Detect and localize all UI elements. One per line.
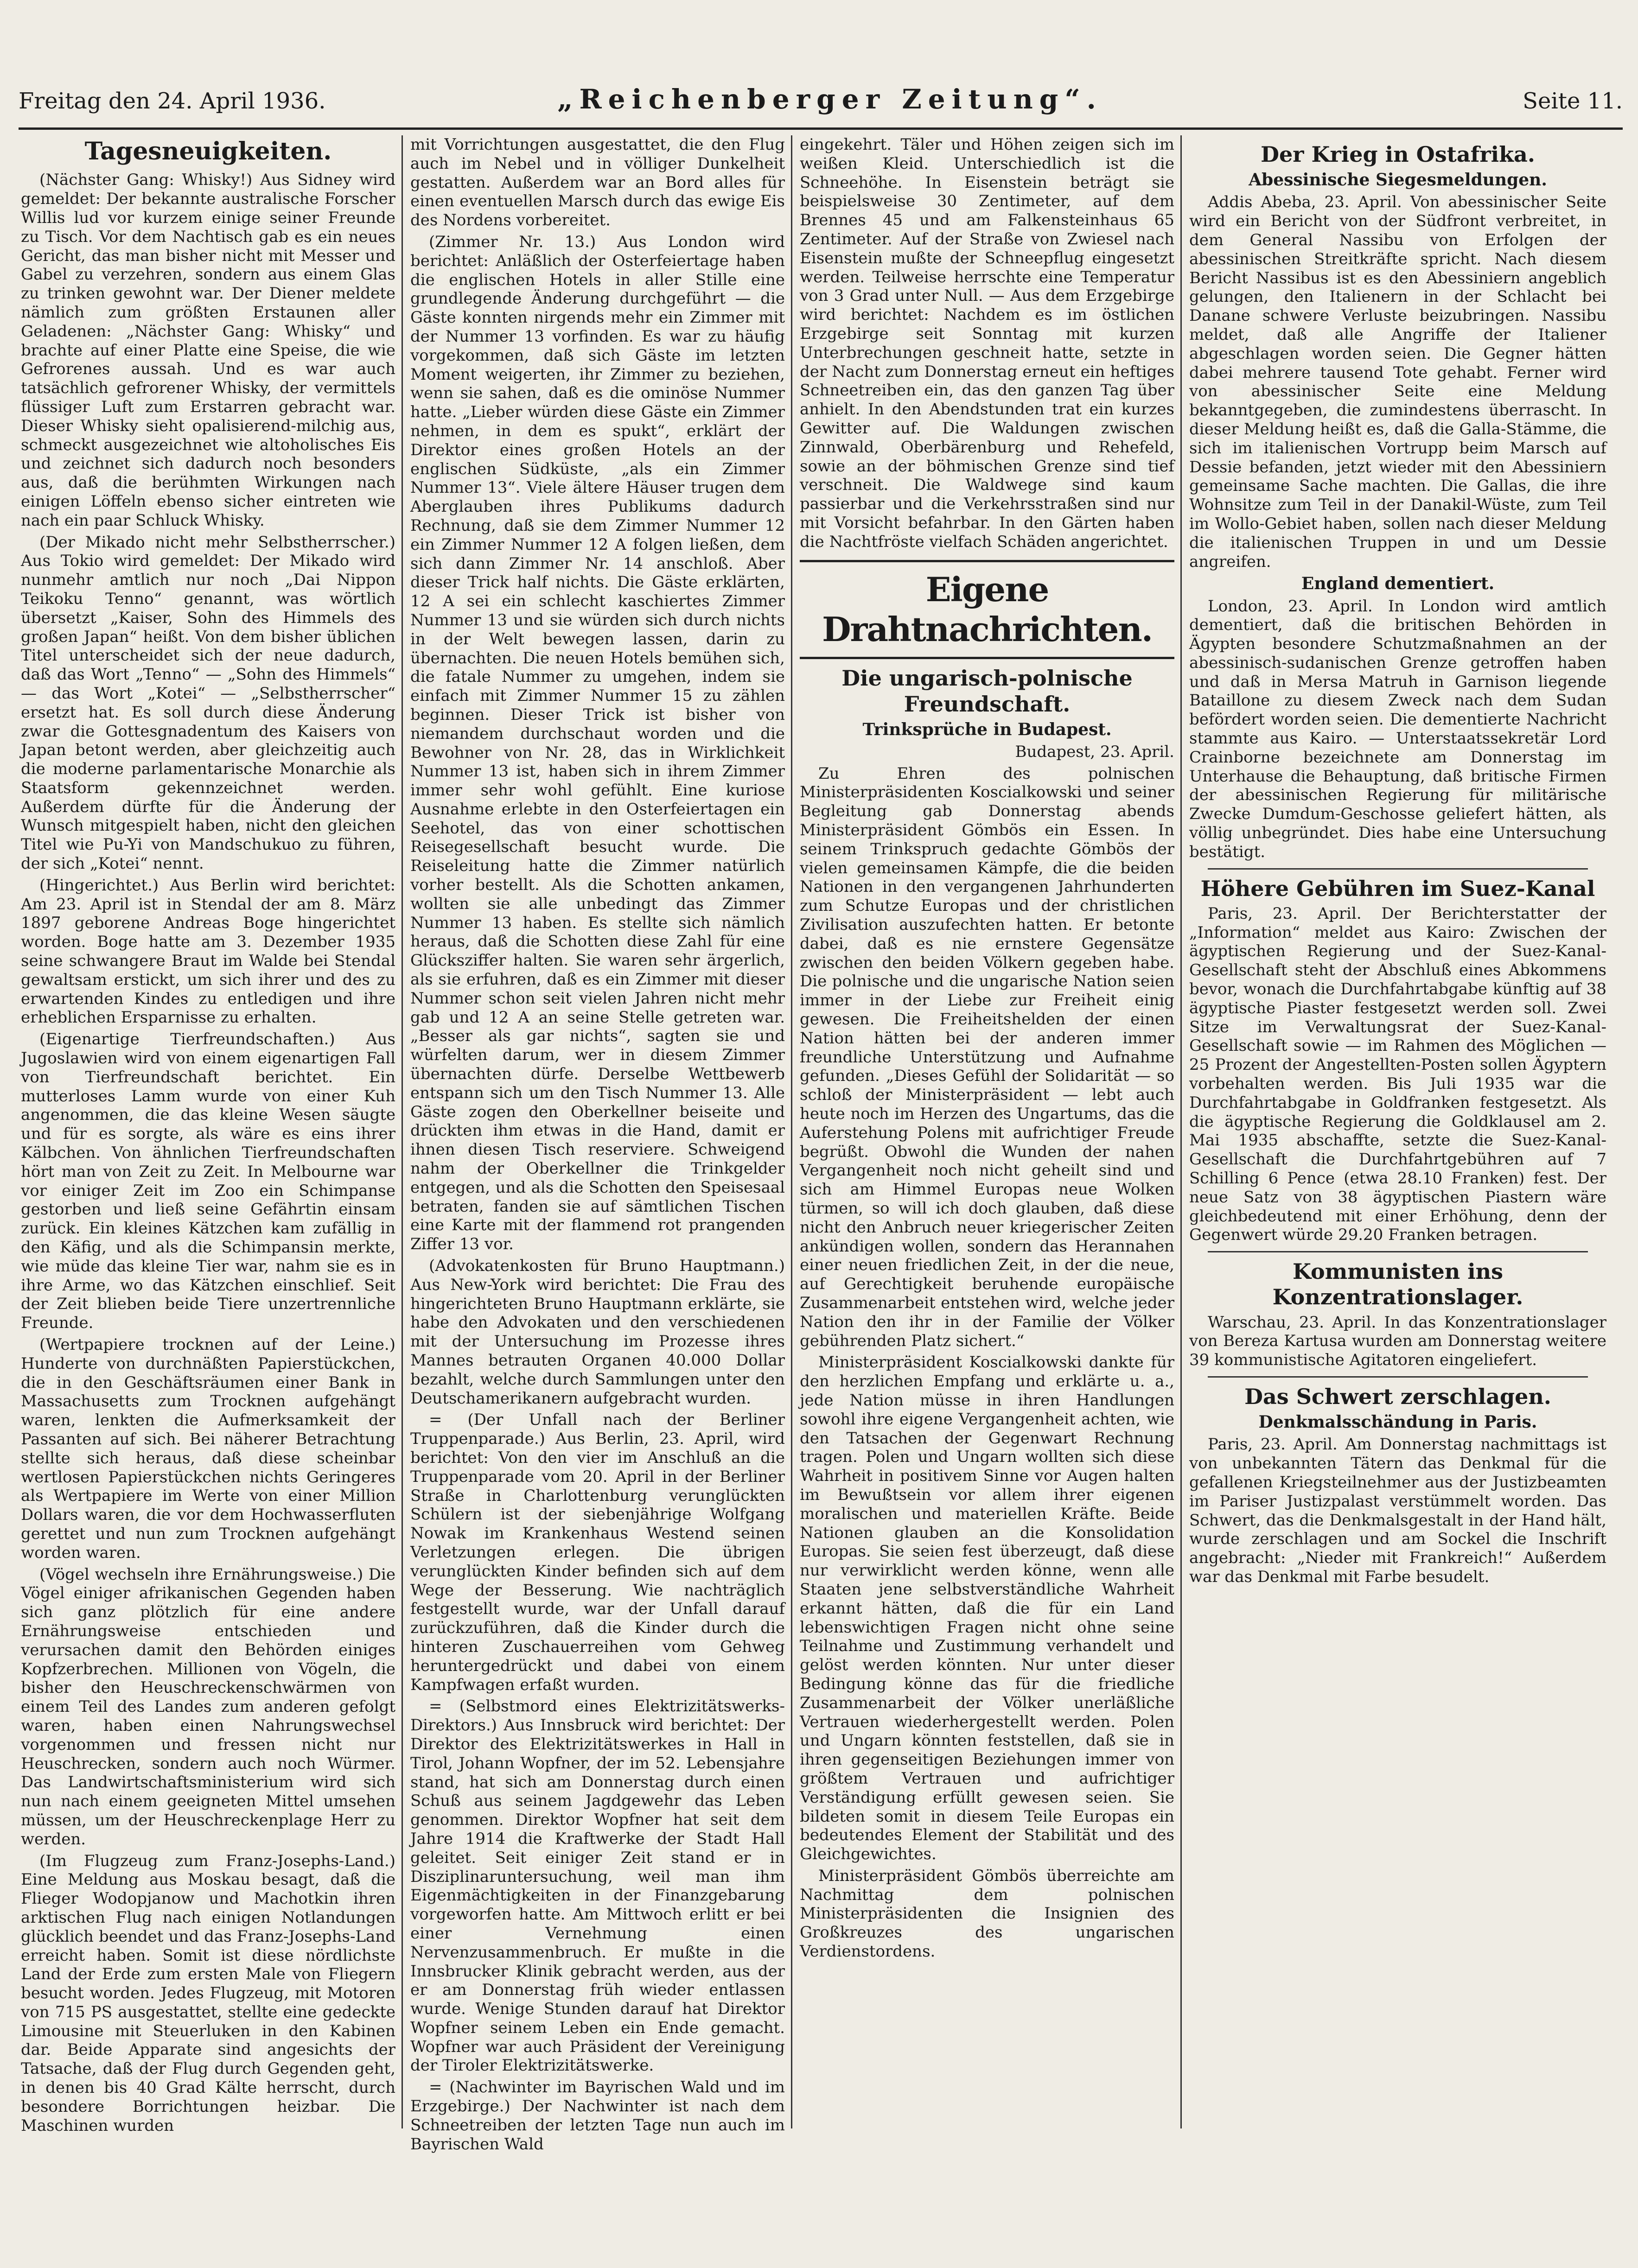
article-paragraph: Paris, 23. April. Am Donnerstag nachmittags ist von unbekannten Tätern das Denkmal für die gefallenen Kriegsteilnehmer aus der Justizbeamten im Pariser Justizpalast verstümmelt worden. Das Schwert, das die Denkmalsgestalt in der Hand hält, wurde zerschlagen und am Sockel die Inschrift angebracht: „Nieder mit Frankreich!“ Außerdem war das Denkmal mit Farbe besudelt. xyxy=(1189,1435,1606,1586)
article-paragraph: (Vögel wechseln ihre Ernährungsweise.) Die Vögel einiger afrikanischen Gegenden haben sich ganz plötzlich für eine andere Ernährungsweise entschieden und verursachen damit den Behörden einiges Kopfzerbrechen. Millionen von Vögeln, die bisher den Heuschreckenschwärmen von einem Teil des Landes zum anderen gefolgt waren, haben einen Nahrungswechsel vorgenommen und fressen nicht nur Heuschrecken, sondern auch noch Würmer. Das Landwirtschaftsministerium wird sich nun nach einem geeigneten Mittel umsehen müssen, um der Heuschreckenplage Herr zu werden. xyxy=(21,1565,395,1849)
article-paragraph: (Der Mikado nicht mehr Selbstherrscher.) Aus Tokio wird gemeldet: Der Mikado wird nunmehr amtlich nur noch „Dai Nippon Teikoku Tenno“ genannt, was wörtlich übersetzt „Kaiser, Sohn des Himmels des großen Japan“ heißt. Von dem bisher üblichen Titel unterscheidet sich der neue dadurch, daß das Wort „Tenno“ — „Sohn des Himmels“ — das Wort „Kotei“ — „Selbstherrscher“ ersetzt hat. Es soll durch diese Änderung zwar die Gottesgnadentum des Kaisers von Japan betont werden, aber gleichzeitig auch die moderne parlamentarische Monarchie als Staatsform gekennzeichnet werden. Außerdem dürfte für die Änderung der Wunsch mitgespielt haben, nicht den gleichen Titel wie Pu-Yi von Mandschukuo zu führen, der sich „Kotei“ nennt. xyxy=(21,533,395,873)
article-paragraph: (Zimmer Nr. 13.) Aus London wird berichtet: Anläßlich der Osterfeiertage haben die englischen Hotels in aller Stille eine grundlegende Änderung durchgeführt — die Gäste konnten nirgends mehr ein Zimmer mit der Nummer 13 vorfinden. Es war zu häufig vorgekommen, daß sich Gäste im letzten Moment weigerten, ihr Zimmer zu beziehen, wenn sie sahen, daß es die ominöse Nummer hatte. „Lieber würden diese Gäste ein Zimmer nehmen, in dem es spukt“, erklärt der Direktor eines großen Hotels an der englischen Südküste, „als ein Zimmer Nummer 13“. Viele ältere Häuser trugen dem Aberglauben ihres Publikums dadurch Rechnung, daß sie dem Zimmer Nummer 12 ein Zimmer Nummer 12 A folgen ließen, dem sich dann Zimmer Nr. 14 anschloß. Aber dieser Trick half nichts. Die Gäste erklärten, 12 A sei ein schlecht kaschiertes Zimmer Nummer 13 und sie würden sich durch nichts in der Welt bewegen lassen, darin zu übernachten. Die neuen Hotels bemühen sich, die fatale Nummer zu umgehen, indem sie einfach mit Zimmer Nummer 15 zu zählen beginnen. Dieser Trick ist bisher von niemandem durchschaut worden und die Bewohner von Nr. 28, das in Wirklichkeit Nummer 13 ist, haben sich in ihrem Zimmer immer sehr wohl gefühlt. Eine kuriose Ausnahme erlebte in den Osterfeiertagen ein Seehotel, das von einer schottischen Reisegesellschaft besucht wurde. Die Reiseleitung hatte die Zimmer natürlich vorher bestellt. Als die Schotten ankamen, wollten sie alle unbedingt das Zimmer Nummer 13 haben. Es stellte sich nämlich heraus, daß die Schotten diese Zahl für eine Glücksziffer halten. Sie waren sehr ärgerlich, als sie erfuhren, daß es ein Zimmer mit dieser Nummer schon seit vielen Jahren nicht mehr gab und 12 A an seine Stelle getreten war. „Besser als gar nichts“, sagten sie und würfelten darum, wer in diesem Zimmer übernachten dürfe. Derselbe Wettbewerb entspann sich um den Tisch Nummer 13. Alle Gäste zogen den Oberkellner beiseite und drückten ihm etwas in die Hand, damit er ihnen diesen Tisch reserviere. Schweigend nahm der Oberkellner die Trinkgelder entgegen, und als die Schotten den Speisesaal betraten, fanden sie auf sämtlichen Tischen eine Karte mit der flammend rot prangenden Ziffer 13 vor. xyxy=(410,232,785,1254)
article-paragraph: (Nächster Gang: Whisky!) Aus Sidney wird gemeldet: Der bekannte australische Forscher Willis lud vor kurzem einige seiner Freunde zu Tisch. Vor dem Nachtisch gab es ein neues Gericht, das man bisher nicht mit Messer und Gabel zu verzehren, sondern aus einem Glas zu trinken gewohnt war. Der Diener meldete nämlich zum größten Erstaunen aller Geladenen: „Nächster Gang: Whisky“ und brachte auf einer Platte eine Speise, die wie Gefrorenes aussah. Und es war auch tatsächlich gefrorener Whisky, der vermittels flüssiger Luft zum Erstarren gebracht war. Dieser Whisky sieht opalisierend-milchig aus, schmeckt ausgezeichnet wie altoholisches Eis und zeichnet sich dadurch noch besonders aus, daß die berühmten Wirkungen nach einigen Löffeln ebenso sicher eintreten wie nach ein paar Schluck Whisky. xyxy=(21,171,395,530)
article-paragraph: Paris, 23. April. Der Berichterstatter der „Information“ meldet aus Kairo: Zwischen der ägyptischen Regierung und der Suez-Kanal-Gesellschaft steht der Abschluß eines Abkommens bevor, wonach die Durchfahrtabgabe künftig auf 38 ägyptische Piaster festgesetzt werden soll. Zwei Sitze im Verwaltungsrat der Suez-Kanal-Gesellschaft sowie — im Rahmen des Möglichen — 25 Prozent der Angestellten-Posten sollen Ägyptern vorbehalten werden. Bis Juli 1935 war die Durchfahrtabgabe in Goldfranken festgesetzt. Als die ägyptische Regierung die Goldklausel am 2. Mai 1935 abschaffte, setzte die Suez-Kanal-Gesellschaft die Durchfahrtgebühren auf 7 Schilling 6 Pence (etwa 28.10 Franken) fest. Der neue Satz von 38 ägyptischen Piastern wäre gleichbedeutend mit einer Erhöhung, denn der Gegenwert würde 29.20 Franken betragen. xyxy=(1189,904,1606,1245)
article-paragraph: London, 23. April. In London wird amtlich dementiert, daß die britischen Behörden in Ägypten besondere Schutzmaßnahmen an der abessinisch-sudanischen Grenze getroffen haben und daß in Mersa Matruh in Garnison liegende Bataillone zu diesem Zweck nach dem Sudan befördert worden seien. Die dementierte Nachricht stammte aus Kairo. — Unterstaatssekretär Lord Crainborne bezeichnete am Donnerstag im Unterhause die Behauptung, daß britische Firmen der abessinischen Regierung für militärische Zwecke Dumdum-Geschosse geliefert hätten, als völlig unbegründet. Dies habe eine Untersuchung bestätigt. xyxy=(1189,597,1606,861)
article-paragraph: (Hingerichtet.) Aus Berlin wird berichtet: Am 23. April ist in Stendal der am 8. März 1897 geborene Andreas Boge hingerichtet worden. Boge hatte am 3. Dezember 1935 seine schwangere Braut im Walde bei Stendal gewaltsam erstickt, um sich ihrer und des zu erwartenden Kindes zu entledigen und ihre erheblichen Ersparnisse zu erhalten. xyxy=(21,876,395,1027)
article-subheadline: Abessinische Siegesmeldungen. xyxy=(1249,170,1547,190)
article-subheadline: Denkmalsschändung in Paris. xyxy=(1258,1412,1537,1432)
article-paragraph: = (Der Unfall nach der Berliner Truppenparade.) Aus Berlin, 23. April, wird berichtet: Von den vier im Anschluß an die Truppenparade vom 20. April in der Berliner Straße in Charlottenburg verunglückten Schülern ist der siebenjährige Wolfgang Nowak im Krankenhaus Westend seinen Verletzungen erlegen. Die übrigen verunglückten Kinder befinden sich auf dem Wege der Besserung. Wie nachträglich festgestellt wurde, war der Unfall darauf zurückzuführen, daß die Kinder durch die hinteren Zuschauerreihen vom Gehweg heruntergedrückt und dabei von einem Kampfwagen erfaßt wurden. xyxy=(410,1410,785,1694)
column-rule xyxy=(791,135,792,2128)
article-paragraph: eingekehrt. Täler und Höhen zeigen sich im weißen Kleid. Unterschiedlich ist die Schneehöhe. In Eisenstein beträgt sie beispielsweise 30 Zentimeter, auf dem Brennes 45 und am Falkensteinhaus 65 Zentimeter. Auf der Straße von Zwiesel nach Eisenstein mußte der Schneepflug eingesetzt werden. Teilweise herrschte eine Temperatur von 3 Grad unter Null. — Aus dem Erzgebirge wird berichtet: Nachdem es im östlichen Erzgebirge seit Sonntag mit kurzen Unterbrechungen geschneit hatte, setzte in der Nacht zum Donnerstag erneut ein heftiges Schneetreiben ein, das den ganzen Tag über anhielt. In den Abendstunden trat ein kurzes Gewitter auf. Die Waldungen zwischen Zinnwald, Oberbärenburg und Rehefeld, sowie an der böhmischen Grenze sind tief verschneit. Die Waldwege sind kaum passierbar und die Verkehrsstraßen sind nur mit Vorsicht befahrbar. In den Gärten haben die Nachtfröste vielfach Schäden angerichtet. xyxy=(800,135,1174,551)
article-paragraph: Ministerpräsident Koscialkowski dankte für den herzlichen Empfang und erklärte u. a., jede Nation müsse in ihren Handlungen sowohl ihre eigene Vergangenheit achten, wie den Tatsachen der Gegenwart Rechnung tragen. Polen und Ungarn wollten sich diese Wahrheit in positivem Sinne vor Augen halten im Bewußtsein vor allem ihrer eigenen moralischen und materiellen Kräfte. Beide Nationen glauben an die Konsolidation Europas. Sie seien fest überzeugt, daß diese nur verwirklicht werden könne, wenn alle Staaten jene selbstverständliche Wahrheit erkannt hätten, daß die für ein Land lebenswichtigen Fragen nicht ohne seine Teilnahme und Zustimmung verhandelt und gelöst werden könnten. Nur unter dieser Bedingung könne das für die friedliche Zusammenarbeit der Völker unerläßliche Vertrauen wiederhergestellt werden. Polen und Ungarn könnten feststellen, daß sie in ihren gegenseitigen Beziehungen immer von größtem Vertrauen und aufrichtiger Verständigung erfüllt gewesen seien. Sie bildeten somit in diesem Teile Europas ein bedeutendes Element der Stabilität und des Gleichgewichtes. xyxy=(800,1353,1174,1864)
article-paragraph: (Eigenartige Tierfreundschaften.) Aus Jugoslawien wird von einem eigenartigen Fall von Tierfreundschaft berichtet. Ein mutterloses Lamm wurde von einer Kuh angenommen, die das kleine Wesen säugte und für es sorgte, als wäre es eins ihrer Kälbchen. Von ähnlichen Tierfreundschaften hört man von Zeit zu Zeit. In Melbourne war vor einiger Zeit im Zoo ein Schimpanse gestorben und ließ seine Gefährtin einsam zurück. Ein kleines Kätzchen kam zufällig in den Käfig, und als die Schimpansin merkte, wie müde das kleine Tier war, nahm sie es in ihre Arme, wo das Kätzchen einschlief. Seit der Zeit blieben beide Tiere unzertrennliche Freunde. xyxy=(21,1030,395,1333)
article-headline: Die ungarisch-polnische Freundschaft. xyxy=(841,666,1133,717)
dateline: Budapest, 23. April. xyxy=(1015,742,1174,761)
article-paragraph: = (Nachwinter im Bayrischen Wald und im Erzgebirge.) Der Nachwinter ist nach dem Schneetreiben der letzten Tage nun auch im Bayrischen Wald xyxy=(410,2078,785,2154)
page-number: Seite 11. xyxy=(1523,88,1623,114)
paper-title: „Reichenberger Zeitung“. xyxy=(557,83,1103,115)
article-paragraph: Ministerpräsident Gömbös überreichte am Nachmittag dem polnischen Ministerpräsidenten die Insignien des Großkreuzes des ungarischen Verdienstordens. xyxy=(800,1866,1174,1961)
article-headline: Höhere Gebühren im Suez-Kanal xyxy=(1200,876,1595,901)
article-paragraph: Warschau, 23. April. In das Konzentrationslager von Bereza Kartusa wurden am Donnerstag weitere 39 kommunistische Agitatoren eingeliefert. xyxy=(1189,1313,1606,1370)
column-4 xyxy=(1189,135,1606,2128)
section-banner: Eigene Drahtnachrichten. xyxy=(800,560,1174,660)
column-rule xyxy=(1180,135,1182,2128)
issue-date: Freitag den 24. April 1936. xyxy=(19,88,326,114)
article-divider xyxy=(1208,868,1588,870)
article-paragraph: (Advokatenkosten für Bruno Hauptmann.) Aus New-York wird berichtet: Die Frau des hingerichteten Bruno Hauptmann erklärte, sie habe den Advokaten und den verschiedenen mit der Untersuchung im Prozesse ihres Mannes betrauten Organen 40.000 Dollar bezahlt, welche durch Sammlungen unter den Deutschamerikanern aufgebracht wurden. xyxy=(410,1257,785,1408)
article-paragraph: mit Vorrichtungen ausgestattet, die den Flug auch im Nebel und in völliger Dunkelheit gestatten. Außerdem war an Bord alles für einen eventuellen Marsch durch das ewige Eis des Nordens vorbereitet. xyxy=(410,135,785,230)
article-headline: Der Krieg in Ostafrika. xyxy=(1261,142,1535,167)
article-paragraph: (Wertpapiere trocknen auf der Leine.) Hunderte von durchnäßten Papierstückchen, die in den Geschäftsräumen einer Bank in Massachusetts zum Trocknen aufgehängt waren, lenkten die Aufmerksamkeit der Passanten auf sich. Bei näherer Betrachtung stellte sich heraus, daß diese scheinbar wertlosen Papierstückchen nichts Geringeres als Wertpapiere im Werte von einer Million Dollars waren, die vor dem Hochwasserfluten gerettet und nun zum Trocknen aufgehängt worden waren. xyxy=(21,1335,395,1562)
column-rule xyxy=(402,135,403,2128)
masthead xyxy=(19,83,1623,125)
article-paragraph: Zu Ehren des polnischen Ministerpräsidenten Koscialkowski und seiner Begleitung gab Donnerstag abends Ministerpräsident Gömbös ein Essen. In seinem Trinkspruch gedachte Gömbös der vielen gemeinsamen Kämpfe, die die beiden Nationen in den vergangenen Jahrhunderten zum Schutze Europas und der christlichen Zivilisation auszufechten hatten. Er betonte dabei, daß es nie ernstere Gegensätze zwischen den beiden Völkern gegeben habe. Die polnische und die ungarische Nation seien immer in der Liebe zur Freiheit einig gewesen. Die Freiheitshelden der einen Nation hätten bei der anderen immer freundliche Unterstützung und Aufnahme gefunden. „Dieses Gefühl der Solidarität — so schloß der Ministerpräsident — lebt auch heute noch im Herzen des Ungartums, das die Auferstehung Polens mit aufrichtiger Freude begrüßt. Obwohl die Wunden der nahen Vergangenheit noch nicht geheilt sind und sich am Himmel Europas neue Wolken türmen, so will ich doch glauben, daß diese nicht den Anbruch neuer kriegerischer Zeiten ankündigen wollen, sondern das Herannahen einer neuen friedlichen Zeit, in der die neue, auf Gerechtigkeit beruhende europäische Zusammenarbeit entstehen wird, welche jeder Nation den ihr in der Familie der Völker gebührenden Platz sichert.“ xyxy=(800,764,1174,1350)
column-2 xyxy=(410,135,785,2154)
article-paragraph: (Im Flugzeug zum Franz-Josephs-Land.) Eine Meldung aus Moskau besagt, daß die Flieger Wodopjanow und Machotkin ihren arktischen Flug nach einigen Notlandungen glücklich beendet und das Franz-Josephs-Land erreicht haben. Somit ist diese nördlichste Land der Erde zum ersten Male von Fliegern besucht worden. Jedes Flugzeug, mit Motoren von 715 PS ausgestattet, stellte eine gedeckte Limousine mit Steuerluken in den Kabinen dar. Beide Apparate sind angesichts der Tatsache, daß der Flug durch Gegenden geht, in denen bis 40 Grad Kälte herrscht, durch besondere Borrichtungen heizbar. Die Maschinen wurden xyxy=(21,1851,395,2135)
article-divider xyxy=(1208,1251,1588,1252)
article-headline: Das Schwert zerschlagen. xyxy=(1244,1384,1551,1409)
article-paragraph: = (Selbstmord eines Elektrizitätswerks-Direktors.) Aus Innsbruck wird berichtet: Der Direktor des Elektrizitätswerkes in Hall in Tirol, Johann Wopfner, der im 52. Lebensjahre stand, hat sich am Donnerstag durch einen Schuß aus seinem Jagdgewehr das Leben genommen. Direktor Wopfner hat seit dem Jahre 1914 die Kraftwerke der Stadt Hall geleitet. Seit einiger Zeit stand er in Disziplinaruntersuchung, weil man ihm Eigenmächtigkeiten in der Finanzgebarung vorgeworfen hatte. Am Mittwoch erlitt er bei einer Vernehmung einen Nervenzusammenbruch. Er mußte in die Innsbrucker Klinik gebracht werden, aus der er am Donnerstag früh wieder entlassen wurde. Wenige Stunden darauf hat Direktor Wopfner seinem Leben ein Ende gemacht. Wopfner war auch Präsident der Vereinigung der Tiroler Elektrizitätswerke. xyxy=(410,1697,785,2075)
article-subheadline: England dementiert. xyxy=(1301,574,1495,594)
article-subheadline: Trinksprüche in Budapest. xyxy=(862,719,1112,739)
masthead-rule xyxy=(19,127,1623,130)
article-paragraph: Addis Abeba, 23. April. Von abessinischer Seite wird ein Bericht von der Südfront verbreitet, in dem General Nassibu von Erfolgen der abessinischen Streitkräfte spricht. Nach diesem Bericht Nassibus ist es den Abessiniern angeblich gelungen, den Italienern in der Schlacht bei Danane schwere Verluste beizubringen. Nassibu meldet, daß alle Angriffe der Italiener abgeschlagen worden seien. Die Gegner hätten dabei mehrere tausend Tote gehabt. Ferner wird von abessinischer Seite eine Meldung bekanntgegeben, die zumindestens überrascht. In dieser Meldung heißt es, daß die Galla-Stämme, die sich im italienischen Vortrupp beim Marsch auf Dessie befanden, jetzt wieder mit den Abessiniern gemeinsame Sache machten. Die Gallas, die ihre Wohnsitze zum Teil in der Danakil-Wüste, zum Teil im Wollo-Gebiet haben, sollen nach dieser Meldung die italienischen Truppen in und um Dessie angreifen. xyxy=(1189,193,1606,571)
column-1 xyxy=(21,135,395,2135)
column-3 xyxy=(800,135,1174,2128)
article-divider xyxy=(1208,1376,1588,1378)
section-heading: Tagesneuigkeiten. xyxy=(84,137,332,165)
article-headline: Kommunisten ins Konzentrationslager. xyxy=(1272,1259,1523,1310)
